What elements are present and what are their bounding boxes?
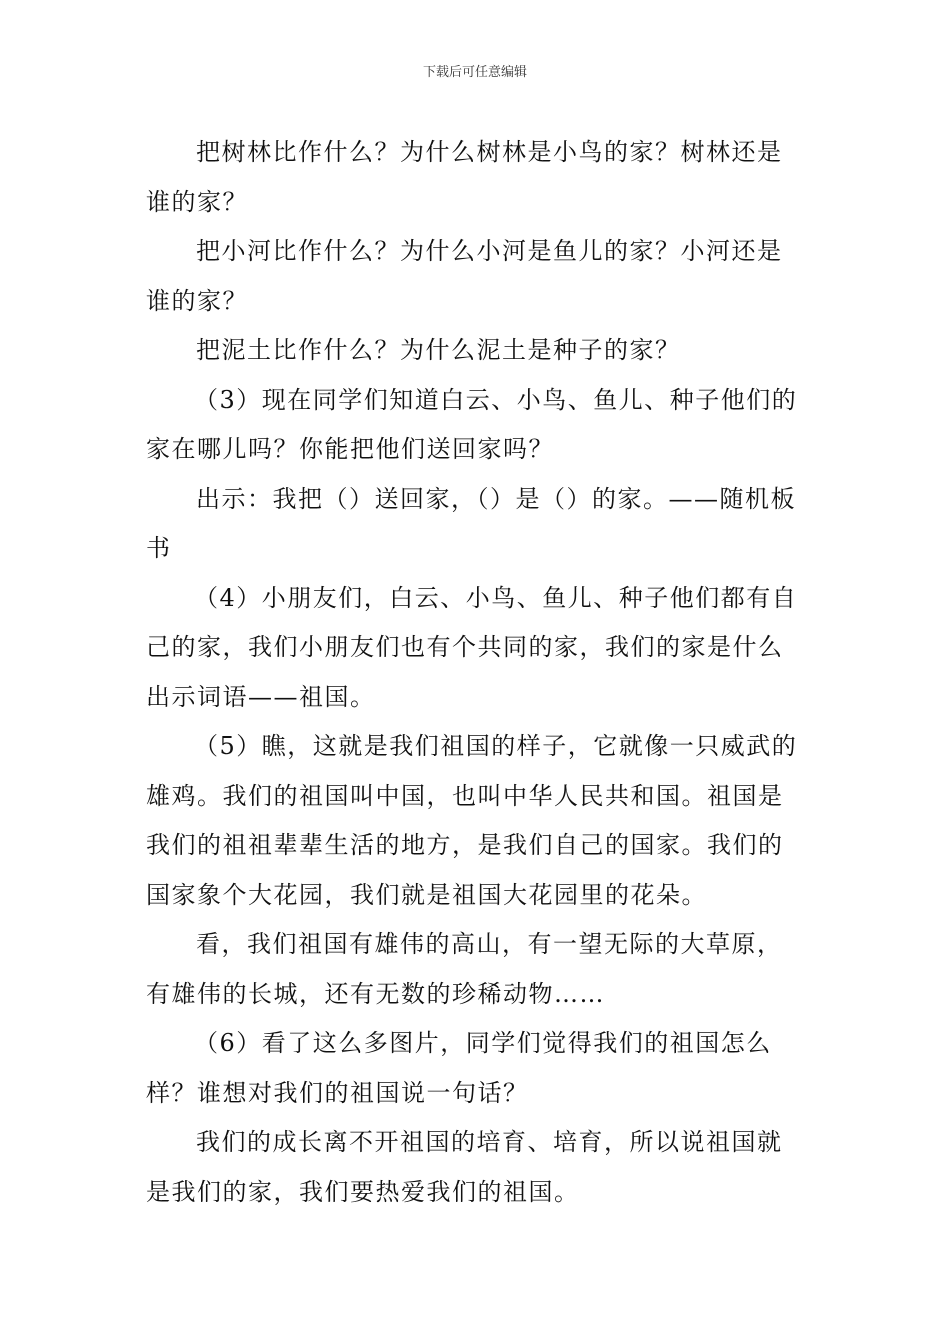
paragraph-10: 我们的成长离不开祖国的培育、培育，所以说祖国就是我们的家，我们要热爱我们的祖国。 <box>146 1128 783 1206</box>
paragraph-5: 出示：我把（）送回家，（）是（）的家。——随机板书 <box>146 484 796 562</box>
paragraph-8: 看，我们祖国有雄伟的高山，有一望无际的大草原，有雄伟的长城，还有无数的珍稀动物…… <box>146 930 783 1008</box>
paragraph-4: （3）现在同学们知道白云、小鸟、鱼儿、种子他们的家在哪儿吗？你能把他们送回家吗？ <box>146 385 798 463</box>
paragraph-1: 把树林比作什么？为什么树林是小鸟的家？树林还是谁的家？ <box>146 138 783 216</box>
paragraph-9: （6）看了这么多图片，同学们觉得我们的祖国怎么样？谁想对我们的祖国说一句话？ <box>146 1029 772 1107</box>
paragraph-3: 把泥土比作什么？为什么泥土是种子的家？ <box>196 336 681 364</box>
page-header: 下载后可任意编辑 <box>422 65 527 80</box>
paragraph-6: （4）小朋友们，白云、小鸟、鱼儿、种子他们都有自己的家，我们小朋友们也有个共同的家，我们的家是什么出示词语——祖国。 <box>146 583 798 711</box>
paragraph-7: （5）瞧，这就是我们祖国的样子，它就像一只威武的雄鸡。我们的祖国叫中国，也叫中华人民共和国。祖国是我们的祖祖辈辈生活的地方，是我们自己的国家。我们的国家象个大花园，我们就是祖国大花园里的花朵。 <box>146 732 798 909</box>
paragraph-2: 把小河比作什么？为什么小河是鱼儿的家？小河还是谁的家？ <box>146 237 783 315</box>
document-body <box>146 128 806 1217</box>
